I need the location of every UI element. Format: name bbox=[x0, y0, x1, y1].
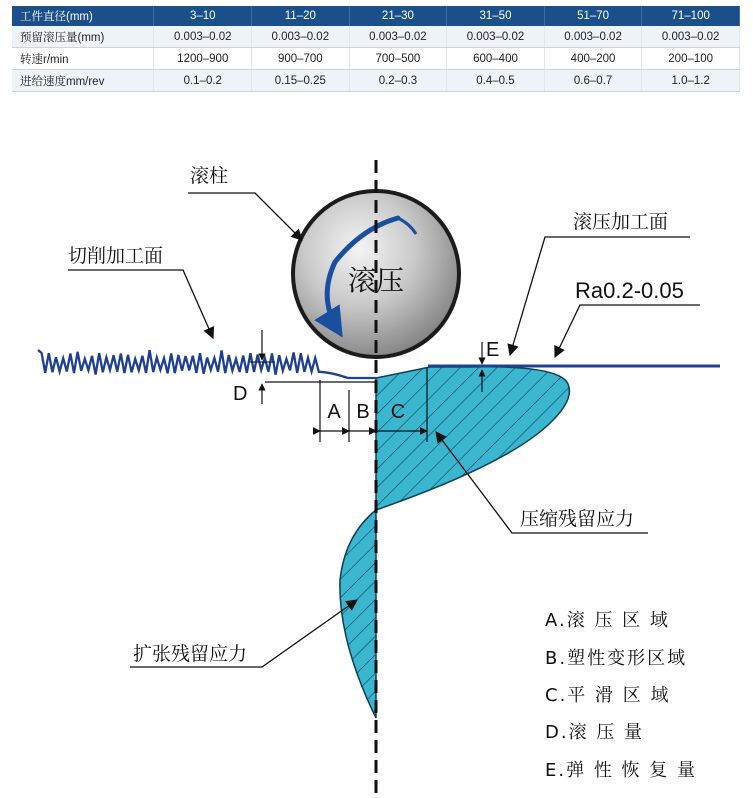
legend-item: B.塑性变形区域 bbox=[545, 648, 688, 669]
table-cell: 0.003–0.02 bbox=[154, 26, 252, 48]
header-cell: 21–30 bbox=[349, 6, 447, 26]
table-cell: 0.003–0.02 bbox=[544, 26, 642, 48]
header-cell: 31–50 bbox=[447, 6, 545, 26]
table-cell: 0.2–0.3 bbox=[349, 70, 447, 92]
table-cell: 0.6–0.7 bbox=[544, 70, 642, 92]
row-label: 转速r/min bbox=[12, 48, 154, 70]
d-label: D bbox=[233, 383, 248, 405]
zone-b-label: B bbox=[356, 401, 370, 423]
row-label: 预留滚压量(mm) bbox=[12, 26, 154, 48]
header-cell: 3–10 bbox=[154, 6, 252, 26]
table-cell: 0.4–0.5 bbox=[447, 70, 545, 92]
table-cell: 0.003–0.02 bbox=[252, 26, 350, 48]
header-cell: 51–70 bbox=[544, 6, 642, 26]
table-cell: 400–200 bbox=[544, 48, 642, 70]
tensile-stress-label: 扩张残留应力 bbox=[133, 643, 248, 665]
table-cell: 0.003–0.02 bbox=[642, 26, 740, 48]
table-cell: 200–100 bbox=[642, 48, 740, 70]
roughness-leader bbox=[555, 305, 700, 357]
row-label: 进给速度mm/rev bbox=[12, 70, 154, 92]
roller-leader bbox=[188, 193, 302, 240]
table-cell: 1200–900 bbox=[154, 48, 252, 70]
legend-item: C.平 滑 区 域 bbox=[545, 685, 671, 706]
header-cell: 11–20 bbox=[252, 6, 350, 26]
cut-surface-leader bbox=[68, 270, 213, 338]
e-label: E bbox=[486, 339, 500, 361]
roller-text: 滚压 bbox=[347, 264, 405, 297]
cut-surface-profile bbox=[38, 350, 376, 378]
table-cell: 0.15–0.25 bbox=[252, 70, 350, 92]
legend-item: A.滚 压 区 域 bbox=[545, 610, 670, 631]
roughness-label: Ra0.2-0.05 bbox=[575, 278, 684, 303]
table-cell: 600–400 bbox=[447, 48, 545, 70]
table-cell: 700–500 bbox=[349, 48, 447, 70]
legend-item: D.滚 压 量 bbox=[545, 722, 645, 743]
legend-item: E.弹 性 恢 复 量 bbox=[545, 760, 697, 781]
compressive-stress-label: 压缩残留应力 bbox=[520, 508, 635, 530]
table-cell: 0.1–0.2 bbox=[154, 70, 252, 92]
tensile-stress-area bbox=[340, 510, 376, 718]
header-cell: 工件直径(mm) bbox=[12, 6, 154, 26]
roller-label: 滚柱 bbox=[190, 165, 229, 187]
table-cell: 0.003–0.02 bbox=[349, 26, 447, 48]
legend bbox=[545, 610, 697, 781]
compressive-stress-area bbox=[376, 367, 569, 510]
table-cell: 1.0–1.2 bbox=[642, 70, 740, 92]
rolled-surface-label: 滚压加工面 bbox=[573, 211, 669, 233]
zone-c-label: C bbox=[390, 401, 406, 423]
table-cell: 0.003–0.02 bbox=[447, 26, 545, 48]
zone-a-label: A bbox=[327, 401, 341, 423]
header-cell: 71–100 bbox=[642, 6, 740, 26]
table-cell: 900–700 bbox=[252, 48, 350, 70]
cut-surface-label: 切削加工面 bbox=[68, 245, 164, 267]
